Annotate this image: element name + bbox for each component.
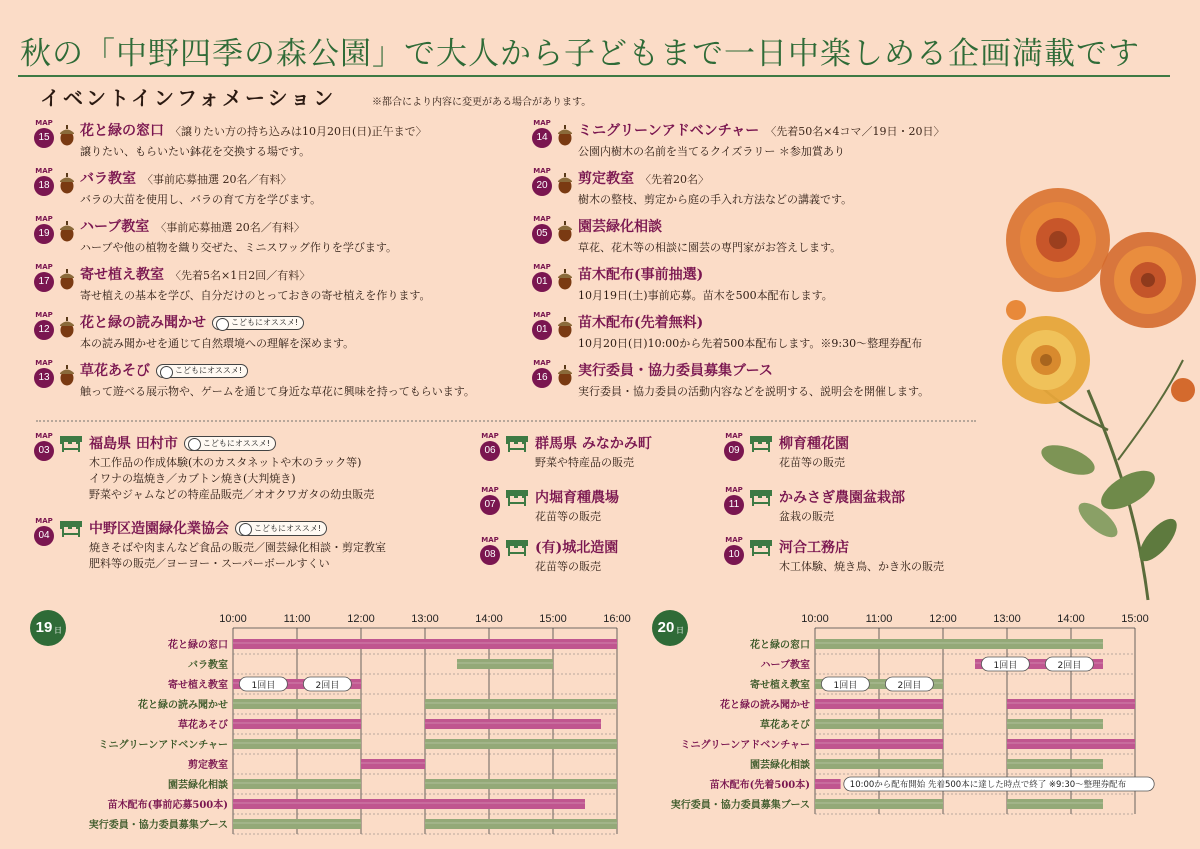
stall-description-line: 木工作品の作成体験(木のカスタネットや木のラック等)	[89, 456, 362, 469]
hour-label: 14:00	[475, 613, 503, 625]
stall-icon	[59, 520, 83, 538]
time-bar	[815, 699, 943, 709]
time-bar	[425, 819, 617, 829]
event-header	[80, 264, 430, 285]
time-bar	[815, 759, 943, 769]
stall-body	[535, 537, 618, 575]
stall-icon	[59, 435, 83, 453]
event-body	[80, 312, 354, 350]
acorn-icon	[557, 316, 573, 338]
map-badge	[32, 120, 56, 158]
stall-description	[779, 559, 944, 575]
acorn-icon	[59, 124, 75, 146]
event-item	[530, 360, 929, 398]
event-description: 草花、花木等の相談に園芸の専門家がお答えします。	[578, 240, 842, 254]
session-tag-label: 1回目	[993, 661, 1018, 671]
stall-item	[32, 433, 374, 503]
event-item	[32, 360, 475, 398]
map-number: 13	[34, 368, 54, 388]
acorn-icon	[557, 220, 573, 242]
event-name: ハーブ教室	[80, 219, 150, 235]
map-number: 18	[34, 176, 54, 196]
map-badge	[32, 216, 56, 254]
map-badge	[478, 433, 502, 471]
stall-icon	[505, 435, 529, 453]
event-detail: 〈事前応募抽選 20名／有料〉	[142, 173, 292, 186]
hour-label: 15:00	[539, 613, 567, 625]
stall-item	[722, 487, 905, 525]
map-label: MAP	[35, 517, 53, 525]
event-header	[80, 168, 321, 189]
kids-recommend-badge: こどもにオススメ!	[156, 364, 248, 378]
stall-header	[779, 487, 905, 507]
map-badge	[478, 487, 502, 525]
change-notice: ※都合により内容に変更がある場合があります。	[372, 97, 592, 108]
event-item	[530, 216, 841, 254]
event-header	[80, 216, 397, 237]
time-bar	[425, 779, 617, 789]
event-body	[578, 120, 945, 158]
map-number: 01	[532, 320, 552, 340]
event-name: 苗木配布(先着無料)	[578, 315, 704, 331]
map-number: 10	[724, 545, 744, 565]
stall-item	[722, 433, 849, 471]
stall-icon	[749, 539, 773, 557]
stall-icon	[505, 489, 529, 507]
stall-body	[779, 433, 849, 471]
stall-description-line: 野菜や特産品の販売	[535, 456, 634, 469]
day-number: 20	[657, 619, 675, 636]
time-bar	[815, 639, 1103, 649]
row-label: 苗木配布(事前応募500本)	[107, 800, 228, 811]
session-tag-label: 1回目	[833, 681, 858, 691]
time-bar	[1007, 719, 1103, 729]
event-description: 本の読み聞かせを通じて自然環境への理解を深めます。	[80, 336, 355, 350]
stall-icon	[749, 435, 773, 453]
map-label: MAP	[533, 167, 551, 175]
acorn-icon	[59, 316, 75, 338]
event-header	[80, 360, 475, 381]
time-bar	[1007, 759, 1103, 769]
event-description: 10月20日(日)10:00から先着500本配布します。※9:30～整理券配布	[578, 336, 923, 350]
map-number: 14	[532, 128, 552, 148]
map-label: MAP	[35, 432, 53, 440]
hour-label: 11:00	[865, 613, 893, 625]
event-description: 譲りたい、もらいたい鉢花を交換する場です。	[80, 144, 311, 158]
title-underline	[18, 75, 1170, 77]
acorn-icon	[59, 268, 75, 290]
stall-description	[89, 455, 374, 503]
map-number: 09	[724, 441, 744, 461]
map-label: MAP	[533, 263, 551, 271]
event-description: 樹木の整枝、剪定から庭の手入れ方法などの講義です。	[578, 192, 853, 206]
time-bar	[233, 779, 361, 789]
time-bar	[815, 799, 943, 809]
time-bar	[233, 639, 617, 649]
hour-label: 11:00	[283, 613, 311, 625]
stall-icon	[505, 539, 529, 557]
stall-header	[89, 433, 374, 453]
stall-item	[722, 537, 944, 575]
stall-name: (有)城北造園	[535, 540, 619, 556]
stall-item	[478, 433, 652, 471]
event-name: 花と緑の窓口	[80, 123, 164, 139]
stall-header	[89, 518, 386, 538]
event-name: 花と緑の読み聞かせ	[80, 315, 206, 331]
event-header	[578, 216, 841, 237]
event-detail: 〈先着20名〉	[640, 173, 709, 186]
time-bar	[815, 739, 943, 749]
event-detail: 〈先着50名×4コマ／19日・20日〉	[765, 125, 945, 138]
event-body	[578, 168, 852, 206]
section-heading: イベントインフォメーション	[40, 86, 337, 110]
session-tag-label: 2回目	[1057, 661, 1082, 671]
timetable-grid	[28, 608, 631, 833]
stall-name: 柳育種花園	[779, 436, 849, 452]
map-badge	[32, 264, 56, 302]
map-badge	[530, 312, 554, 350]
map-badge	[530, 216, 554, 254]
map-label: MAP	[35, 359, 53, 367]
row-label: 園芸緑化相談	[168, 780, 228, 791]
time-bar	[457, 659, 553, 669]
row-label: バラ教室	[188, 660, 228, 671]
stall-description-line: 花苗等の販売	[535, 510, 601, 523]
acorn-icon	[59, 364, 75, 386]
event-name: 剪定教室	[578, 171, 634, 187]
row-label: 寄せ植え教室	[168, 680, 228, 691]
map-label: MAP	[35, 311, 53, 319]
event-description: 公園内樹木の名前を当てるクイズラリー ＊参加賞あり	[578, 144, 845, 158]
row-label: 苗木配布(先着500本)	[709, 780, 810, 791]
map-label: MAP	[35, 215, 53, 223]
stall-name: かみさぎ農園盆栽部	[779, 490, 905, 506]
event-body	[578, 312, 922, 350]
time-bar	[425, 699, 617, 709]
map-label: MAP	[35, 119, 53, 127]
map-badge	[32, 360, 56, 398]
map-number: 19	[34, 224, 54, 244]
event-detail: 〈事前応募抽選 20名／有料〉	[155, 221, 305, 234]
map-badge	[722, 537, 746, 575]
map-label: MAP	[533, 311, 551, 319]
map-label: MAP	[35, 167, 53, 175]
event-description: 10月19日(土)事前応募。苗木を500本配布します。	[578, 288, 833, 302]
time-bar	[233, 719, 361, 729]
map-number: 01	[532, 272, 552, 292]
event-body	[80, 120, 427, 158]
acorn-icon	[557, 172, 573, 194]
row-label: 花と緑の窓口	[168, 640, 228, 651]
stall-description	[535, 509, 619, 525]
event-body	[578, 264, 833, 302]
timetable-19	[28, 608, 631, 833]
map-number: 05	[532, 224, 552, 244]
stall-description-line: 焼きそばや肉まんなど食品の販売／園芸緑化相談・剪定教室	[89, 541, 386, 554]
time-bar	[233, 739, 361, 749]
stall-icon	[749, 489, 773, 507]
acorn-icon	[59, 220, 75, 242]
stall-description-line: 野菜やジャムなどの特産品販売／オオクワガタの幼虫販売	[89, 487, 375, 501]
session-tag-label: 1回目	[251, 681, 276, 691]
map-number: 15	[34, 128, 54, 148]
map-badge	[32, 433, 56, 503]
row-label: 草花あそび	[760, 720, 810, 731]
map-label: MAP	[35, 263, 53, 271]
event-header	[80, 312, 354, 333]
event-item	[32, 168, 321, 206]
map-number: 04	[34, 526, 54, 546]
time-bar	[233, 819, 361, 829]
stall-header	[535, 433, 652, 453]
hour-label: 14:00	[1057, 613, 1085, 625]
kids-recommend-badge: こどもにオススメ!	[212, 316, 304, 330]
stall-name: 群馬県 みなかみ町	[535, 436, 652, 452]
stall-item	[32, 518, 386, 572]
time-bar	[425, 739, 617, 749]
distribution-note: 10:00から配布開始 先着500本に達した時点で終了 ※9:30～整理券配布	[849, 780, 1127, 790]
stall-description-line: 肥料等の販売／ヨーヨー・スーパーボールすくい	[89, 556, 330, 570]
acorn-icon	[557, 268, 573, 290]
map-number: 08	[480, 545, 500, 565]
row-label: 実行委員・協力委員募集ブース	[88, 820, 228, 831]
event-name: 苗木配布(事前抽選)	[578, 267, 704, 283]
acorn-icon	[557, 124, 573, 146]
chrysanthemum-illustration	[998, 160, 1200, 610]
session-tag-label: 2回目	[897, 681, 922, 691]
time-bar	[815, 719, 943, 729]
time-bar	[425, 719, 601, 729]
stall-body	[89, 433, 374, 503]
event-description: ハーブや他の植物を織り交ぜた、ミニスワッグ作りを学びます。	[80, 240, 398, 254]
event-description: 実行委員・協力委員の活動内容などを説明する、説明会を開催します。	[578, 384, 930, 398]
event-name: バラ教室	[80, 171, 136, 187]
map-badge	[32, 168, 56, 206]
hour-label: 12:00	[347, 613, 375, 625]
map-label: MAP	[725, 432, 743, 440]
event-item	[530, 168, 852, 206]
stall-body	[779, 537, 944, 575]
event-header	[578, 120, 945, 141]
hour-label: 10:00	[219, 613, 247, 625]
stall-description	[535, 559, 618, 575]
event-item	[32, 216, 397, 254]
day-unit: 日	[676, 626, 684, 635]
day-unit: 日	[54, 626, 62, 635]
stall-description	[535, 455, 652, 471]
map-badge	[530, 264, 554, 302]
map-number: 06	[480, 441, 500, 461]
stall-body	[779, 487, 905, 525]
event-name: 実行委員・協力委員募集ブース	[578, 363, 773, 379]
event-description: バラの大苗を使用し、バラの育て方を学びます。	[80, 192, 322, 206]
map-badge	[32, 312, 56, 350]
event-detail: 〈先着5名×1日2回／有料〉	[170, 269, 311, 282]
stall-name: 内堀育種農場	[535, 490, 619, 506]
stall-description	[779, 509, 905, 525]
time-bar	[1007, 799, 1103, 809]
map-badge	[722, 487, 746, 525]
event-name: 園芸緑化相談	[578, 219, 662, 235]
event-name: ミニグリーンアドベンチャー	[578, 123, 760, 139]
event-body	[80, 168, 321, 206]
map-label: MAP	[481, 432, 499, 440]
stall-description-line: 盆栽の販売	[779, 510, 834, 523]
map-label: MAP	[533, 359, 551, 367]
event-description: 寄せ植えの基本を学び、自分だけのとっておきの寄せ植えを作ります。	[80, 288, 431, 302]
map-label: MAP	[533, 215, 551, 223]
event-header	[578, 264, 833, 285]
row-label: 寄せ植え教室	[750, 680, 810, 691]
event-body	[80, 216, 397, 254]
time-bar	[1007, 739, 1135, 749]
event-body	[80, 360, 475, 398]
map-number: 11	[724, 495, 744, 515]
map-number: 20	[532, 176, 552, 196]
row-label: ミニグリーンアドベンチャー	[98, 740, 228, 751]
event-header	[578, 168, 852, 189]
event-item	[530, 312, 922, 350]
stall-body	[535, 433, 652, 471]
map-label: MAP	[481, 486, 499, 494]
stall-header	[779, 537, 944, 557]
map-label: MAP	[725, 486, 743, 494]
map-number: 03	[34, 441, 54, 461]
hour-label: 13:00	[411, 613, 439, 625]
stall-description-line: 花苗等の販売	[779, 456, 845, 469]
timetable-grid	[650, 608, 1190, 813]
stall-description	[779, 455, 849, 471]
stall-name: 河合工務店	[779, 540, 849, 556]
stall-body	[535, 487, 619, 525]
row-label: 剪定教室	[188, 760, 228, 771]
event-body	[578, 360, 929, 398]
map-badge	[722, 433, 746, 471]
row-label: 花と緑の読み聞かせ	[138, 700, 228, 711]
stall-header	[535, 487, 619, 507]
event-name: 寄せ植え教室	[80, 267, 164, 283]
hour-label: 15:00	[1121, 613, 1149, 625]
map-label: MAP	[725, 536, 743, 544]
event-header	[578, 312, 922, 333]
map-badge	[478, 537, 502, 575]
stall-item	[478, 487, 619, 525]
row-label: ハーブ教室	[760, 660, 810, 671]
row-label: 草花あそび	[178, 720, 228, 731]
kids-recommend-badge: こどもにオススメ!	[235, 521, 327, 536]
stall-header	[535, 537, 618, 557]
hour-label: 16:00	[603, 613, 631, 625]
row-label: 園芸緑化相談	[750, 760, 810, 771]
hour-label: 13:00	[993, 613, 1021, 625]
stall-header	[779, 433, 849, 453]
event-header	[578, 360, 929, 381]
event-body	[578, 216, 841, 254]
time-bar	[815, 779, 841, 789]
row-label: ミニグリーンアドベンチャー	[680, 740, 810, 751]
event-item	[530, 120, 945, 158]
event-item	[32, 120, 427, 158]
row-label: 実行委員・協力委員募集ブース	[670, 800, 810, 811]
kids-recommend-badge: こどもにオススメ!	[184, 436, 276, 451]
event-detail: 〈譲りたい方の持ち込みは10月20日(日)正午まで〉	[170, 125, 427, 138]
acorn-icon	[59, 172, 75, 194]
event-description: 触って遊べる展示物や、ゲームを通じて身近な草花に興味を持ってもらいます。	[80, 384, 475, 398]
section-divider	[36, 420, 976, 422]
time-bar	[233, 799, 585, 809]
stall-item	[478, 537, 618, 575]
map-badge	[530, 360, 554, 398]
map-number: 16	[532, 368, 552, 388]
stall-description-line: 木工体験、焼き鳥、かき氷の販売	[779, 560, 944, 573]
time-bar	[1007, 699, 1135, 709]
stall-description-line: イワナの塩焼き／カブトン焼き(大判焼き)	[89, 471, 296, 485]
event-item	[32, 264, 430, 302]
event-body	[80, 264, 430, 302]
row-label: 花と緑の窓口	[750, 640, 810, 651]
map-number: 12	[34, 320, 54, 340]
acorn-icon	[557, 364, 573, 386]
time-bar	[361, 759, 425, 769]
event-item	[530, 264, 833, 302]
map-number: 17	[34, 272, 54, 292]
stall-body	[89, 518, 386, 572]
timetable-20	[650, 608, 1190, 813]
row-label: 花と緑の読み聞かせ	[720, 700, 810, 711]
stall-description	[89, 540, 386, 572]
hour-label: 10:00	[801, 613, 829, 625]
stall-name: 中野区造園緑化業協会	[89, 521, 229, 537]
map-badge	[530, 168, 554, 206]
event-name: 草花あそび	[80, 363, 150, 379]
map-number: 07	[480, 495, 500, 515]
event-header	[80, 120, 427, 141]
hour-label: 12:00	[929, 613, 957, 625]
event-item	[32, 312, 354, 350]
map-badge	[32, 518, 56, 572]
session-tag-label: 2回目	[315, 681, 340, 691]
map-label: MAP	[481, 536, 499, 544]
map-label: MAP	[533, 119, 551, 127]
time-bar	[233, 699, 361, 709]
day-number: 19	[35, 619, 53, 636]
map-badge	[530, 120, 554, 158]
stall-name: 福島県 田村市	[89, 436, 178, 452]
stall-description-line: 花苗等の販売	[535, 560, 601, 573]
page-title: 秋の「中野四季の森公園」で大人から子どもまで一日中楽しめる企画満載です	[20, 36, 1140, 72]
